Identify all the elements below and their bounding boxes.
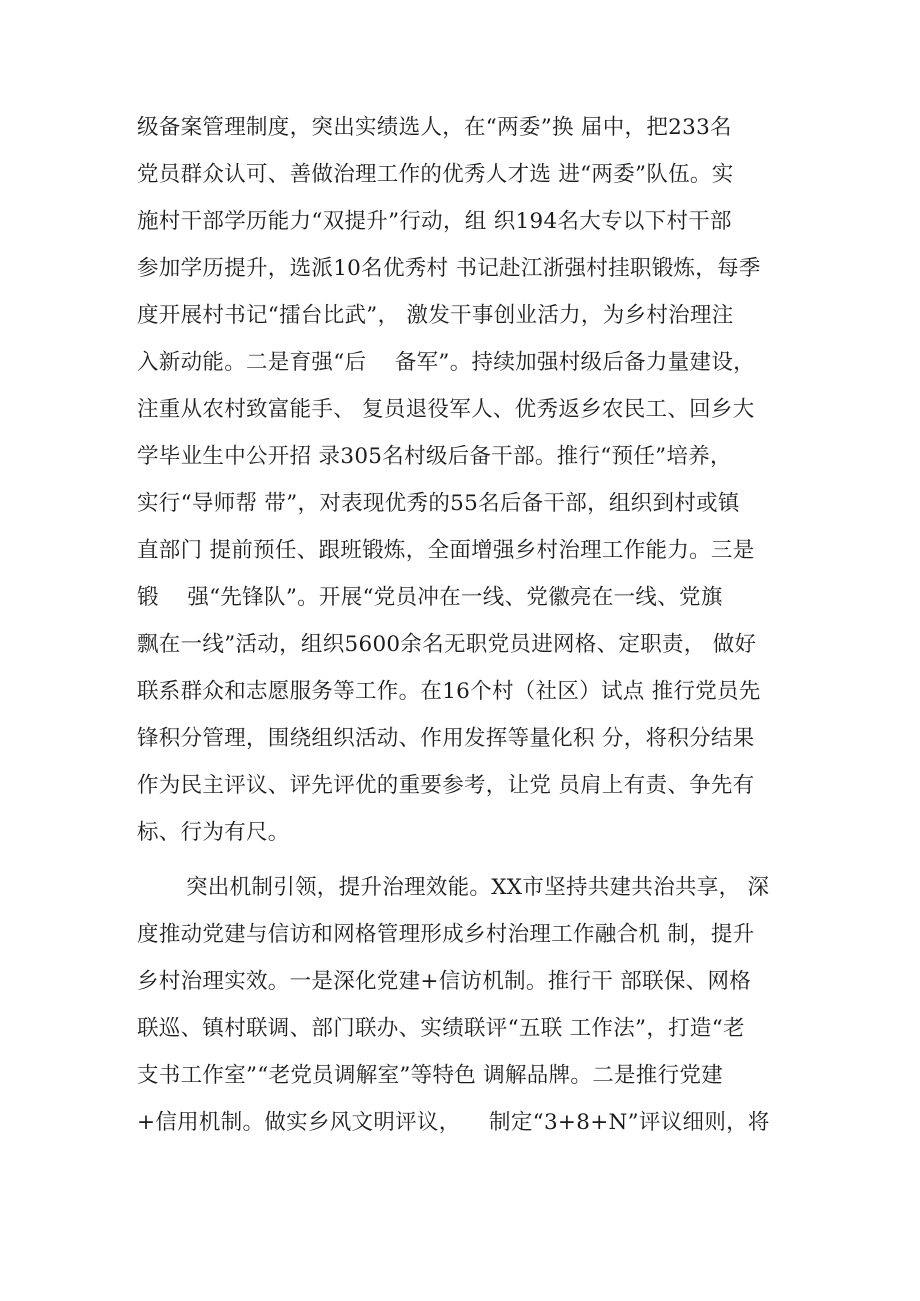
- text-line: 直部门 提前预任、跟班锻炼，全面增强乡村治理工作能力。三是: [137, 538, 755, 563]
- text-line: 实行“导师帮 带”，对表现优秀的55名后备干部，组织到村或镇: [137, 491, 740, 516]
- text-line: 度开展村书记“擂台比武”， 激发干事创业活力，为乡村治理注: [137, 303, 734, 328]
- text-line: 锋积分管理，围绕组织活动、作用发挥等量化积 分，将积分结果: [137, 726, 755, 751]
- text-line: 度推动党建与信访和网格管理形成乡村治理工作融合机 制，提升: [137, 922, 755, 947]
- text-line: 参加学历提升，选派10名优秀村 书记赴江浙强村挂职锻炼，每季: [137, 256, 761, 281]
- text-line: 入新动能。二是育强“后 备军”。持续加强村级后备力量建设，: [137, 350, 755, 375]
- text-line: 飘在一线”活动，组织5600余名无职党员进网格、定职责， 做好: [137, 632, 757, 657]
- text-line: 学毕业生中公开招 录305名村级后备干部。推行“预任”培养，: [137, 444, 732, 469]
- text-line: 标、行为有尺。: [137, 820, 290, 845]
- text-line: 锻 强“先锋队”。开展“党员冲在一线、党徽亮在一线、党旗: [137, 585, 723, 610]
- text-line: 联巡、镇村联调、部门联办、实绩联评“五联 工作法”，打造“老: [137, 1016, 745, 1041]
- text-line: 作为民主评议、评先评优的重要参考，让党 员肩上有责、争先有: [137, 773, 755, 798]
- text-line: 乡村治理实效。一是深化党建+信访机制。推行干 部联保、网格: [137, 969, 752, 994]
- text-line: 党员群众认可、善做治理工作的优秀人才选 进“两委”队伍。实: [137, 162, 734, 187]
- text-line: +信用机制。做实乡风文明评议， 制定“3+8+N”评议细则，将: [137, 1110, 770, 1135]
- text-line: 联系群众和志愿服务等工作。在16个村（社区）试点 推行党员先: [137, 679, 761, 704]
- text-line: 支书工作室”“老党员调解室”等特色 调解品牌。二是推行党建: [137, 1063, 724, 1088]
- text-line: 级备案管理制度，突出实绩选人，在“两委”换 届中，把233名: [137, 115, 732, 140]
- paragraph-start-line: 突出机制引领，提升治理效能。XX市坚持共建共治共享， 深: [186, 875, 770, 900]
- text-line: 注重从农村致富能手、 复员退役军人、优秀返乡农民工、回乡大: [137, 397, 755, 422]
- text-line: 施村干部学历能力“双提升”行动，组 织194名大专以下村干部: [137, 209, 732, 234]
